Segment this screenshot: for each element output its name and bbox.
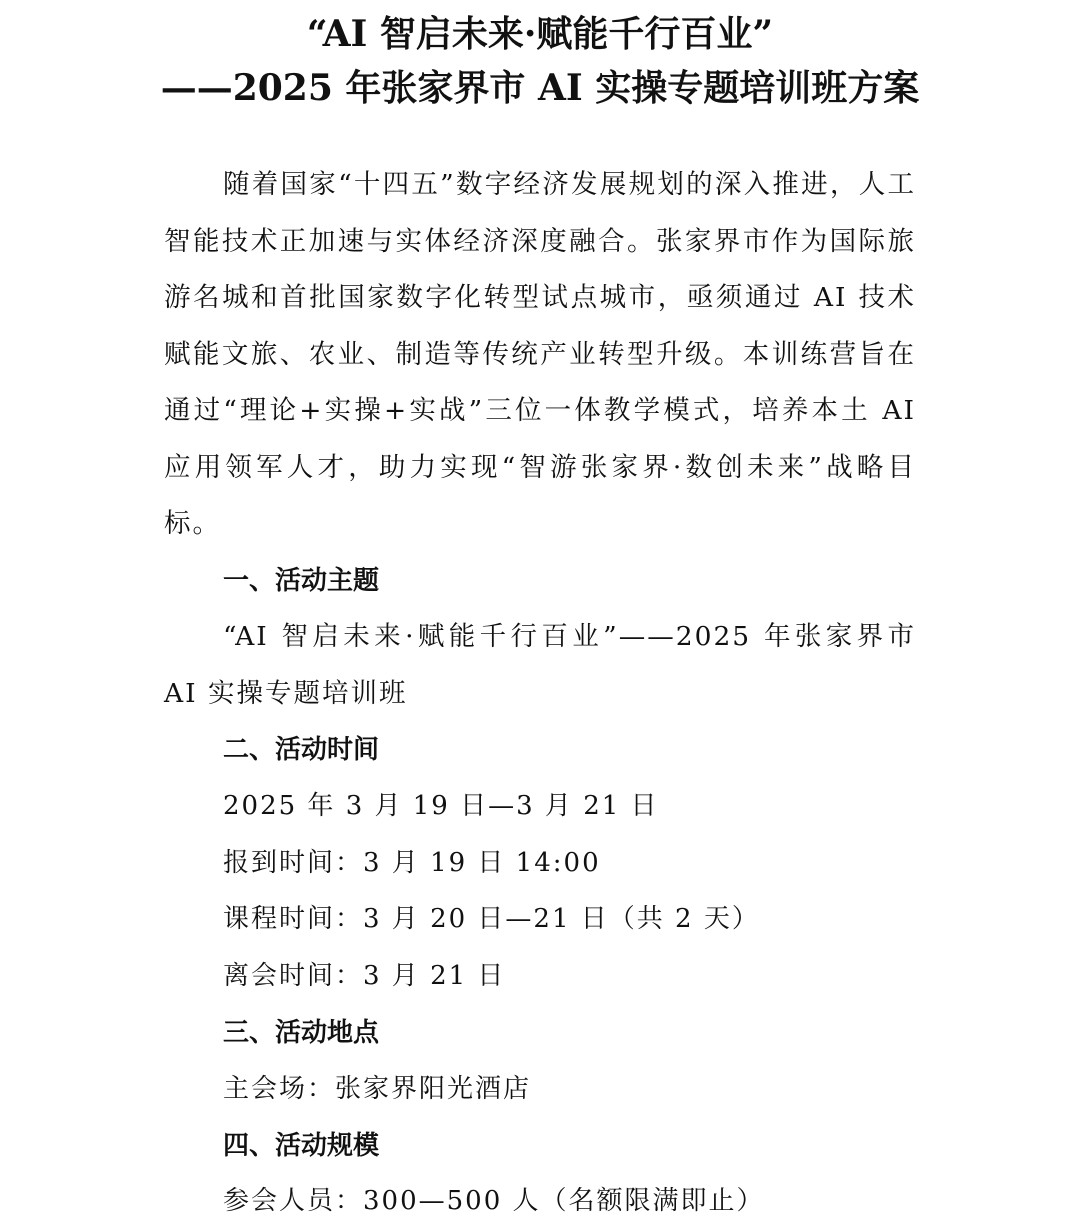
venue-line: 主会场：张家界阳光酒店 (223, 1074, 532, 1104)
check-in-time-line: 报到时间：3 月 19 日 14:00 (223, 848, 601, 878)
time-range-line: 2025 年 3 月 19 日—3 月 21 日 (223, 791, 659, 821)
theme-text: “AI 智启未来·赋能千行百业”——2025 年张家界市 AI 实操专题培训班 (164, 621, 916, 709)
participants-line: 参会人员：300—500 人（名额限满即止） (223, 1186, 765, 1216)
document-title-line-1: “AI 智启未来·赋能千行百业” (306, 13, 774, 55)
intro-paragraph: 随着国家“十四五”数字经济发展规划的深入推进，人工智能技术正加速与实体经济深度融合。张家界市作为国际旅游名城和首批国家数字化转型试点城市，亟须通过 AI 技术赋能文旅、农业、制造等传统产业转型升级。本训练营旨在通过“理论+实操+实战”三位一体教学模式，培养本土 AI 应用领军人才，助力实现“智游张家界·数创未来”战略目标。 (164, 169, 916, 539)
section-heading-scale: 四、活动规模 (223, 1131, 380, 1161)
document-title-line-2: ——2025 年张家界市 AI 实操专题培训班方案 (160, 67, 920, 109)
section-heading-time: 二、活动时间 (223, 735, 380, 765)
section-heading-venue: 三、活动地点 (223, 1018, 380, 1048)
course-time-line: 课程时间：3 月 20 日—21 日（共 2 天） (223, 904, 760, 934)
section-heading-theme: 一、活动主题 (223, 566, 380, 596)
departure-time-line: 离会时间：3 月 21 日 (223, 961, 506, 991)
